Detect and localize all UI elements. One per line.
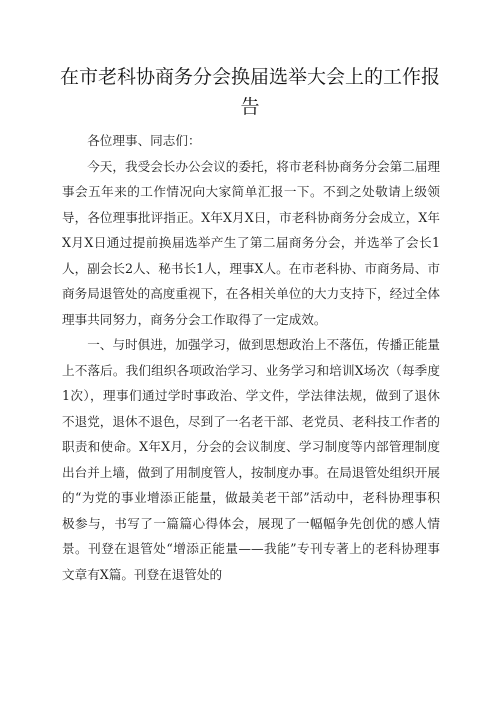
salutation: 各位理事、同志们： [87,133,201,148]
document-title: 在市老科协商务分会换届选举大会上的工作报告 [60,66,441,118]
paragraph-intro: 今天，我受会长办公会议的委托，将市老科协商务分会第二届理事会五年来的工作情况向大家简单汇报一下。不到之处敬请上级领导，各位理事批评指正。X年X月X日，市老科协商务分会成立，X年X月X日通过提前换届选举产生了第二届商务分会，并选举了会长1人，副会长2人、秘书长1人，理事X人。在市老科协、市商务局、市商务局退管处的高度重视下，在各相关单位的大力支持下，经过全体理事共同努力，商务分会工作取得了一定成效。 [62,158,440,327]
document-body [62,128,440,587]
paragraph-section-one: 一、与时俱进，加强学习，做到思想政治上不落伍，传播正能量上不落后。我们组织各项政治学习、业务学习和培训X场次（每季度1次），理事们通过学时事政治、学文件，学法律法规，做到了退休不退党，退休不退色，尽到了一名老干部、老党员、老科技工作者的职责和使命。X年X月，分会的会议制度、学习制度等内部管理制度出台并上墙，做到了用制度管人，按制度办事。在局退管处组织开展的“为党的事业增添正能量，做最美老干部”活动中，老科协理事积极参与，书写了一篇篇心得体会，展现了一幅幅争先创优的感人情景。刊登在退管处“增添正能量——我能”专刊专著上的老科协理事文章有X篇。刊登在退管处的 [62,337,440,582]
